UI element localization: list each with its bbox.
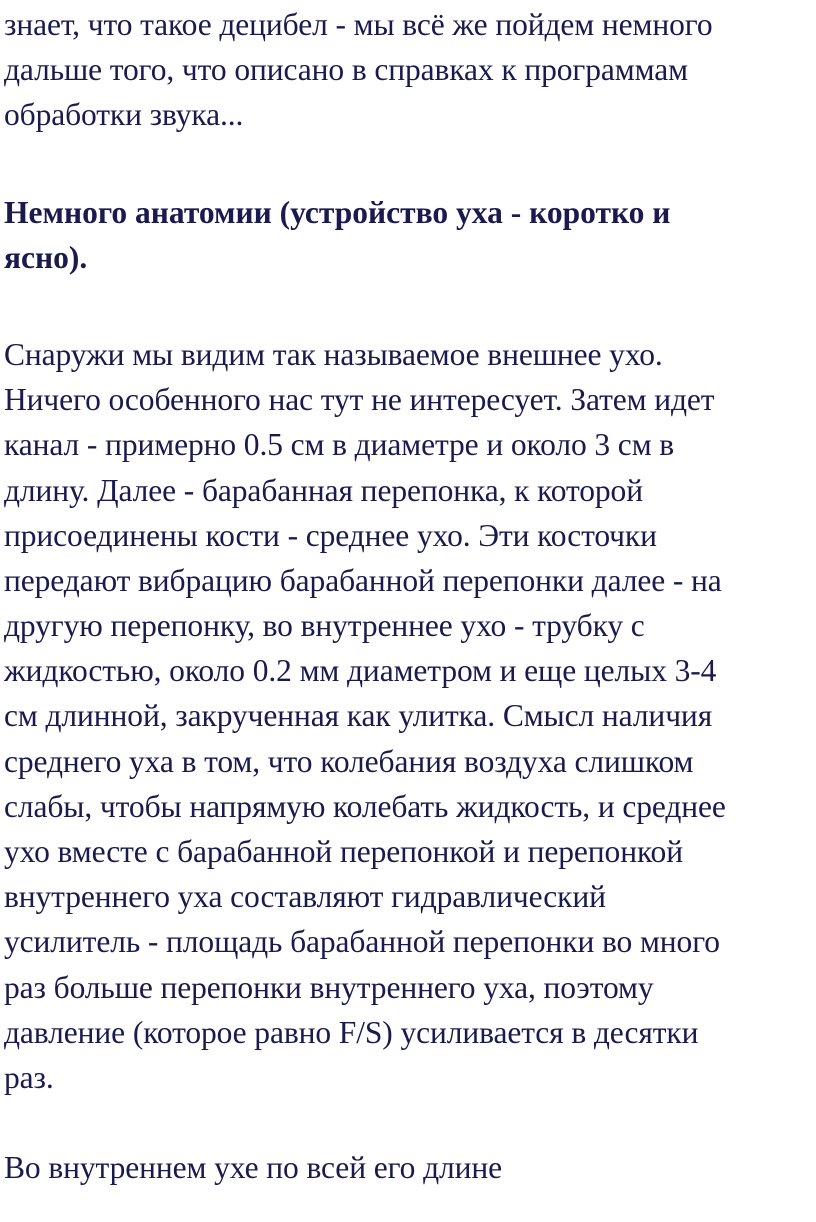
paragraph-line: среднего уха в том, что колебания воздуха слишком: [4, 743, 694, 779]
intro-line-2: дальше того, что описано в справках к программам: [4, 52, 688, 88]
intro-paragraph: [4, 2, 816, 138]
paragraph-line: канал - примерно 0.5 см в диаметре и около 3 см в: [4, 427, 675, 463]
paragraph-line: ухо вместе с барабанной перепонкой и перепонкой: [4, 834, 683, 869]
paragraph-line: жидкостью, около 0.2 мм диаметром и еще целых 3-4: [4, 653, 717, 689]
paragraph-line: усилитель - площадь барабанной перепонки во много: [4, 924, 720, 960]
paragraph-line: другую перепонку, во внутреннее ухо - трубку с: [4, 608, 645, 644]
section-heading: [4, 190, 816, 280]
paragraph-line: длину. Далее - барабанная перепонка, к которой: [4, 472, 643, 508]
paragraph-line: слабы, чтобы напрямую колебать жидкость, и среднее: [4, 788, 726, 824]
anatomy-paragraph: [4, 332, 816, 1100]
heading-line-2: ясно).: [4, 239, 88, 275]
heading-line-1: Немного анатомии (устройство уха - коротко и: [4, 194, 671, 230]
paragraph-line: присоединены кости - среднее ухо. Эти косточки: [4, 517, 657, 553]
paragraph-line: передают вибрацию барабанной перепонки далее - на: [4, 562, 722, 598]
intro-line-3: обработки звука...: [4, 97, 244, 133]
final-line: Во внутреннем ухе по всей его длине: [4, 1150, 503, 1186]
paragraph-line: раз.: [4, 1059, 54, 1095]
paragraph-line: раз больше перепонки внутреннего уха, поэтому: [4, 969, 654, 1005]
intro-line-1: знает, что такое децибел - мы всё же пойдем немного: [4, 7, 713, 42]
spacer: [4, 138, 816, 190]
paragraph-line: Снаружи мы видим так называемое внешнее ухо.: [4, 336, 663, 372]
spacer: [4, 1100, 816, 1145]
paragraph-line: Ничего особенного нас тут не интересует. Затем идет: [4, 382, 715, 418]
paragraph-line: давление (которое равно F/S) усиливается в десятки: [4, 1014, 699, 1050]
spacer: [4, 280, 816, 332]
paragraph-line: внутреннего уха составляют гидравлический: [4, 879, 606, 915]
paragraph-line: см длинной, закрученная как улитка. Смысл наличия: [4, 698, 713, 734]
final-paragraph: [4, 1145, 816, 1190]
